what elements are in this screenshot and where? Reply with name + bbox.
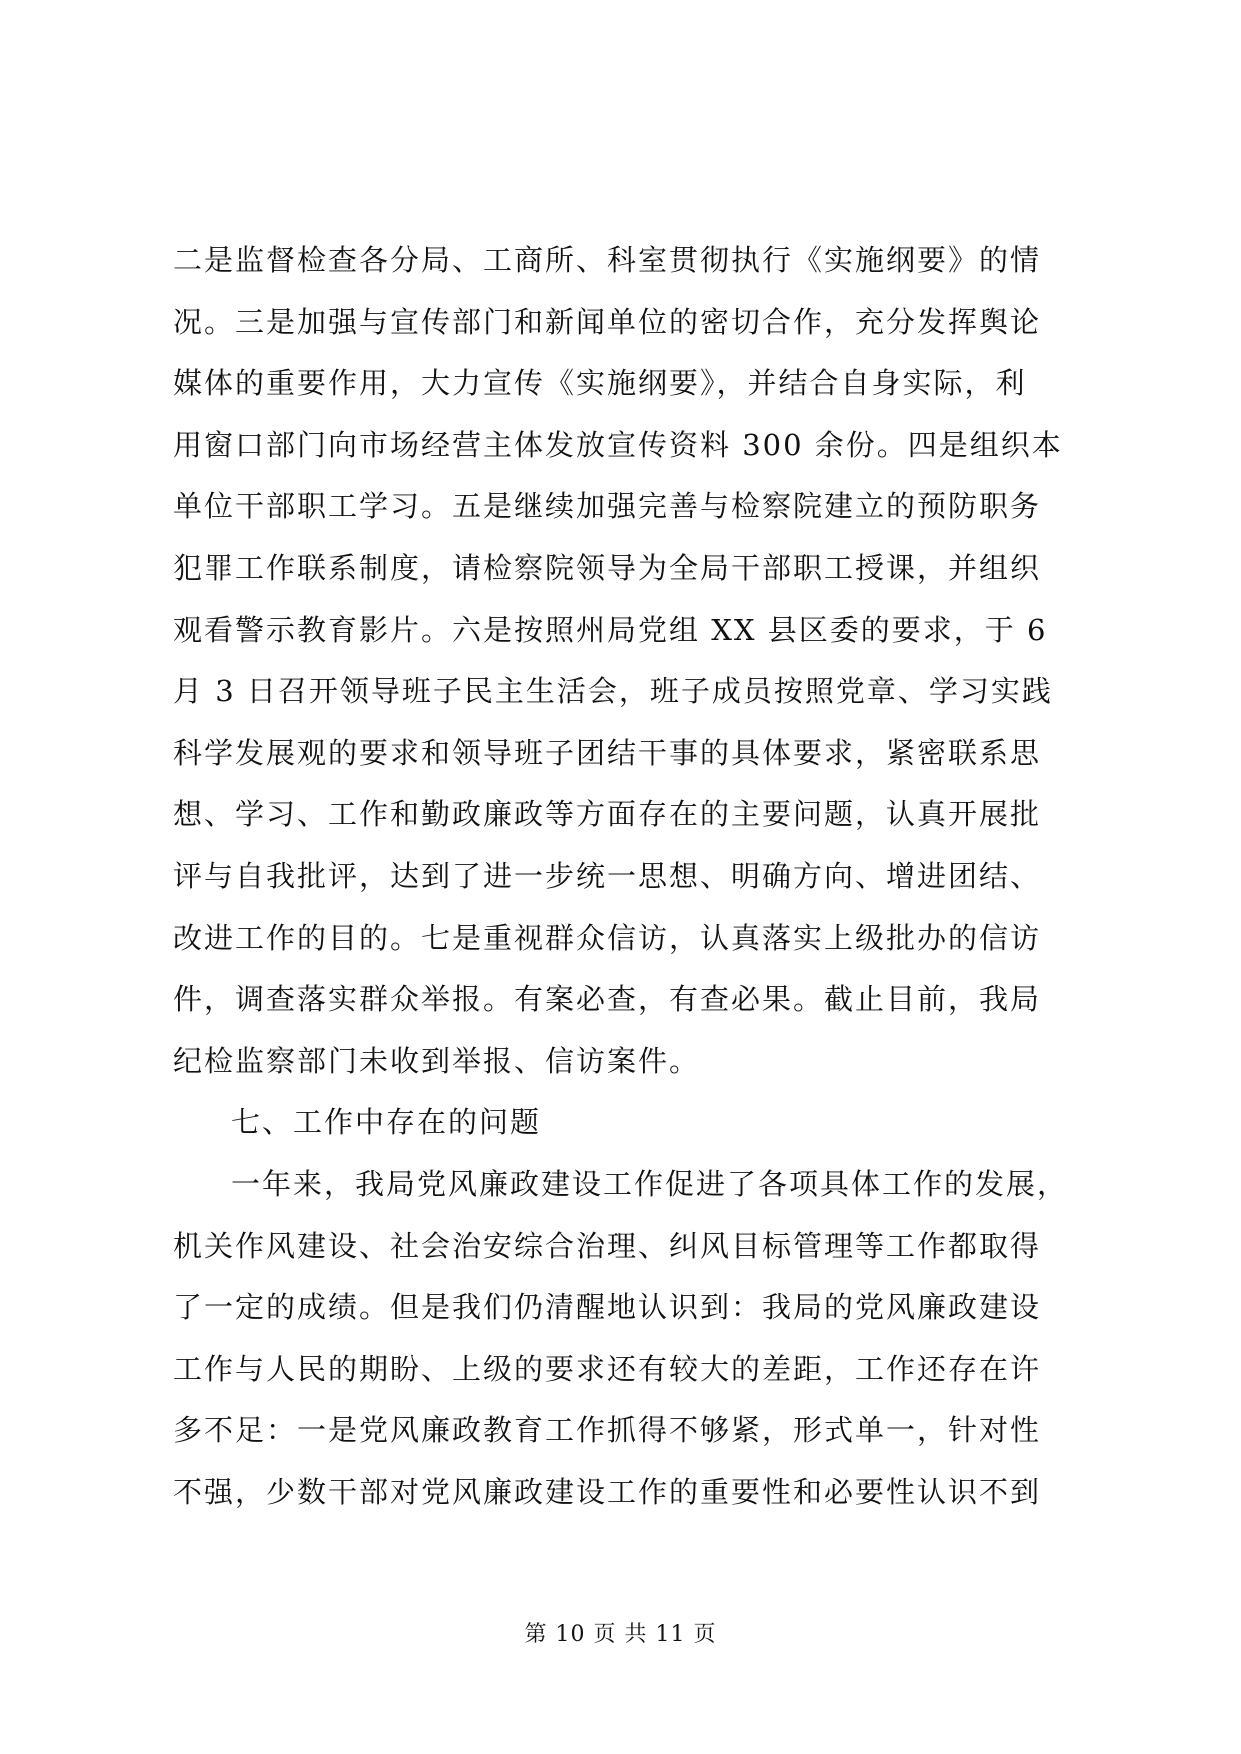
text-line: 科学发展观的要求和领导班子团结干事的具体要求，紧密联系思: [173, 735, 1042, 770]
text-line: 了一定的成绩。但是我们仍清醒地认识到：我局的党风廉政建设: [173, 1290, 1042, 1325]
section-heading: 七、工作中存在的问题: [231, 1105, 542, 1140]
text-line: 单位干部职工学习。五是继续加强完善与检察院建立的预防职务: [173, 489, 1042, 524]
body-text: [173, 230, 1073, 1523]
text-line: 月 3 日召开领导班子民主生活会，班子成员按照党章、学习实践: [173, 674, 1053, 709]
text-line: 一年来，我局党风廉政建设工作促进了各项具体工作的发展，: [231, 1166, 1069, 1201]
page-number-footer: 第 10 页 共 11 页: [524, 1622, 717, 1647]
text-line: 不强，少数干部对党风廉政建设工作的重要性和必要性认识不到: [173, 1474, 1042, 1509]
text-line: 用窗口部门向市场经营主体发放宣传资料 300 余份。四是组织本: [173, 427, 1063, 462]
text-line: 评与自我批评，达到了进一步统一思想、明确方向、增进团结、: [173, 858, 1042, 893]
text-line: 多不足：一是党风廉政教育工作抓得不够紧，形式单一，针对性: [173, 1413, 1042, 1448]
text-line: 工作与人民的期盼、上级的要求还有较大的差距，工作还存在许: [173, 1351, 1042, 1386]
text-line: 观看警示教育影片。六是按照州局党组 XX 县区委的要求，于 6: [173, 612, 1048, 647]
text-line: 机关作风建设、社会治安综合治理、纠风目标管理等工作都取得: [173, 1228, 1042, 1263]
text-line: 件，调查落实群众举报。有案必查，有查必果。截止目前，我局: [173, 982, 1042, 1017]
text-line: 纪检监察部门未收到举报、信访案件。: [173, 1043, 701, 1078]
text-line: 改进工作的目的。七是重视群众信访，认真落实上级批办的信访: [173, 920, 1042, 955]
text-line: 想、学习、工作和勤政廉政等方面存在的主要问题，认真开展批: [173, 797, 1042, 832]
text-line: 况。三是加强与宣传部门和新闻单位的密切合作，充分发挥舆论: [173, 304, 1042, 339]
text-line: 犯罪工作联系制度，请检察院领导为全局干部职工授课，并组织: [173, 550, 1042, 585]
text-line: 媒体的重要作用，大力宣传《实施纲要》，并结合自身实际，利: [173, 366, 1027, 401]
text-line: 二是监督检查各分局、工商所、科室贯彻执行《实施纲要》的情: [173, 243, 1042, 277]
